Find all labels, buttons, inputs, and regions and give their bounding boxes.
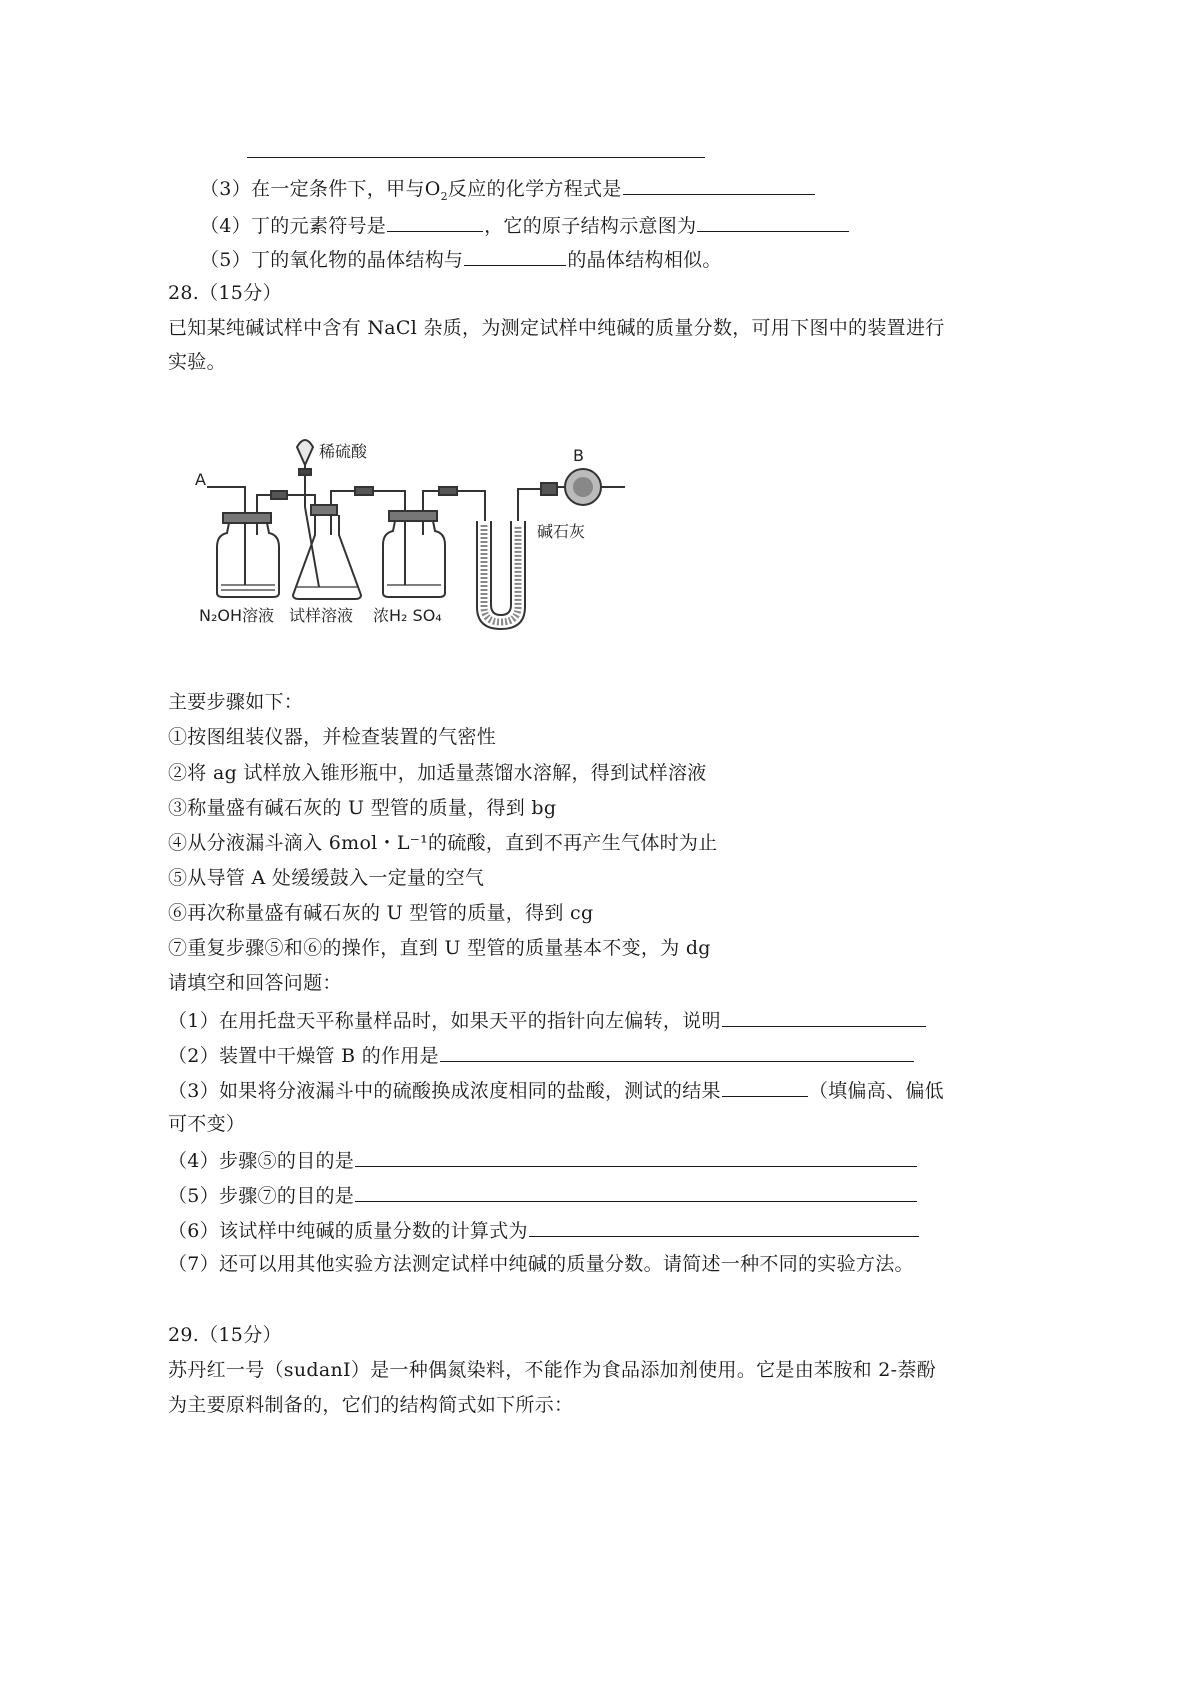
q27-part3 <box>200 175 816 201</box>
question-1-num: （1） <box>168 1010 219 1032</box>
answer-blank-q6[interactable] <box>529 1217 919 1237</box>
question-3-text: 如果将分液漏斗中的硫酸换成浓度相同的盐酸，测试的结果 <box>219 1080 721 1102</box>
q27-part3-num: （3） <box>200 178 251 200</box>
q27-part5 <box>200 246 722 272</box>
steps-title: 主要步骤如下： <box>168 691 304 713</box>
inlet-tube-A <box>207 487 245 513</box>
q27-part5-num: （5） <box>200 249 251 271</box>
question-3 <box>168 1077 944 1103</box>
q27-part4 <box>200 212 850 238</box>
step-3: ③称量盛有碱石灰的 U 型管的质量，得到 bg <box>168 797 557 819</box>
q28-intro-line1: 已知某纯碱试样中含有 NaCl 杂质，为测定试样中纯碱的质量分数，可用下图中的装置进行 <box>168 317 945 339</box>
step-5: ⑤从导管 A 处缓缓鼓入一定量的空气 <box>168 867 485 889</box>
answer-blank-q27-4a[interactable] <box>387 212 483 232</box>
label-B: B <box>573 446 584 465</box>
step-6: ⑥再次称量盛有碱石灰的 U 型管的质量，得到 cg <box>168 902 594 924</box>
q27-part5-text: 丁的氧化物的晶体结构与 <box>251 249 464 271</box>
answer-blank-q27-4b[interactable] <box>697 212 849 232</box>
step-4: ④从分液漏斗滴入 6mol・L⁻¹的硫酸，直到不再产生气体时为止 <box>168 832 718 854</box>
step-2: ②将 ag 试样放入锥形瓶中，加适量蒸馏水溶解，得到试样溶液 <box>168 762 707 784</box>
q29-intro-line2: 为主要原料制备的，它们的结构简式如下所示： <box>168 1394 574 1416</box>
question-7-num: （7） <box>168 1253 219 1275</box>
question-1-text: 在用托盘天平称量样品时，如果天平的指针向左偏转，说明 <box>219 1010 721 1032</box>
question-3-tail: （填偏高、偏低 <box>808 1080 944 1102</box>
o2-formula: O <box>424 178 441 200</box>
answer-blank-q27-3[interactable] <box>623 175 815 195</box>
q27-part4-num: （4） <box>200 215 251 237</box>
label-soda-lime: 碱石灰 <box>537 522 586 541</box>
label-bottle3: 浓H₂ SO₄ <box>373 606 442 625</box>
o2-subscript: 2 <box>440 189 448 203</box>
label-acid: 稀硫酸 <box>319 442 368 461</box>
step-1: ①按图组装仪器，并检查装置的气密性 <box>168 726 497 748</box>
q27-part5-tail: 的晶体结构相似。 <box>567 249 722 271</box>
question-4-num: （4） <box>168 1150 219 1172</box>
q29-intro-line1: 苏丹红一号（sudanⅠ）是一种偶氮染料，不能作为食品添加剂使用。它是由苯胺和 2-萘酚 <box>168 1359 936 1381</box>
answer-blank-q2[interactable] <box>440 1042 914 1062</box>
answer-blank-q5[interactable] <box>355 1182 917 1202</box>
q27-part3-tail: 反应的化学方程式是 <box>447 178 622 200</box>
answer-blank-q4[interactable] <box>355 1147 917 1167</box>
answer-blank-q27-5[interactable] <box>464 246 566 266</box>
answer-blank-q3[interactable] <box>722 1077 808 1097</box>
question-6-num: （6） <box>168 1220 219 1242</box>
label-bottle2: 试样溶液 <box>289 606 354 625</box>
question-2-text: 装置中干燥管 B 的作用是 <box>219 1045 439 1067</box>
answer-blank-top[interactable] <box>246 138 706 164</box>
q29-header: 29.（15分） <box>168 1324 282 1346</box>
question-4 <box>168 1147 918 1173</box>
label-bottle1: N₂OH溶液 <box>199 606 275 625</box>
q28-header: 28.（15分） <box>168 282 282 304</box>
apparatus-diagram <box>195 425 685 670</box>
label-A: A <box>195 470 206 489</box>
q27-part4-mid: ，它的原子结构示意图为 <box>484 215 697 237</box>
question-6-text: 该试样中纯碱的质量分数的计算式为 <box>219 1220 528 1242</box>
answer-prompt: 请填空和回答问题： <box>168 972 342 994</box>
q27-part4-text: 丁的元素符号是 <box>251 215 387 237</box>
question-2 <box>168 1042 915 1068</box>
question-3-num: （3） <box>168 1080 219 1102</box>
question-2-num: （2） <box>168 1045 219 1067</box>
q27-part3-text: 在一定条件下，甲与 <box>251 178 425 200</box>
separatory-funnel <box>297 440 313 465</box>
question-7-text: 还可以用其他实验方法测定试样中纯碱的质量分数。请简述一种不同的实验方法。 <box>219 1253 914 1275</box>
answer-blank-q1[interactable] <box>722 1007 926 1027</box>
question-7 <box>168 1252 914 1276</box>
bottle1 <box>217 523 279 597</box>
question-1 <box>168 1007 927 1033</box>
question-5-text: 步骤⑦的目的是 <box>219 1185 355 1207</box>
bottle1-stopper <box>223 513 271 523</box>
question-5 <box>168 1182 918 1208</box>
question-4-text: 步骤⑤的目的是 <box>219 1150 355 1172</box>
step-7: ⑦重复步骤⑤和⑥的操作，直到 U 型管的质量基本不变，为 dg <box>168 937 711 959</box>
question-6 <box>168 1217 920 1243</box>
question-3-continued: 可不变） <box>168 1113 246 1135</box>
q28-intro-line2: 实验。 <box>168 351 226 373</box>
question-5-num: （5） <box>168 1185 219 1207</box>
